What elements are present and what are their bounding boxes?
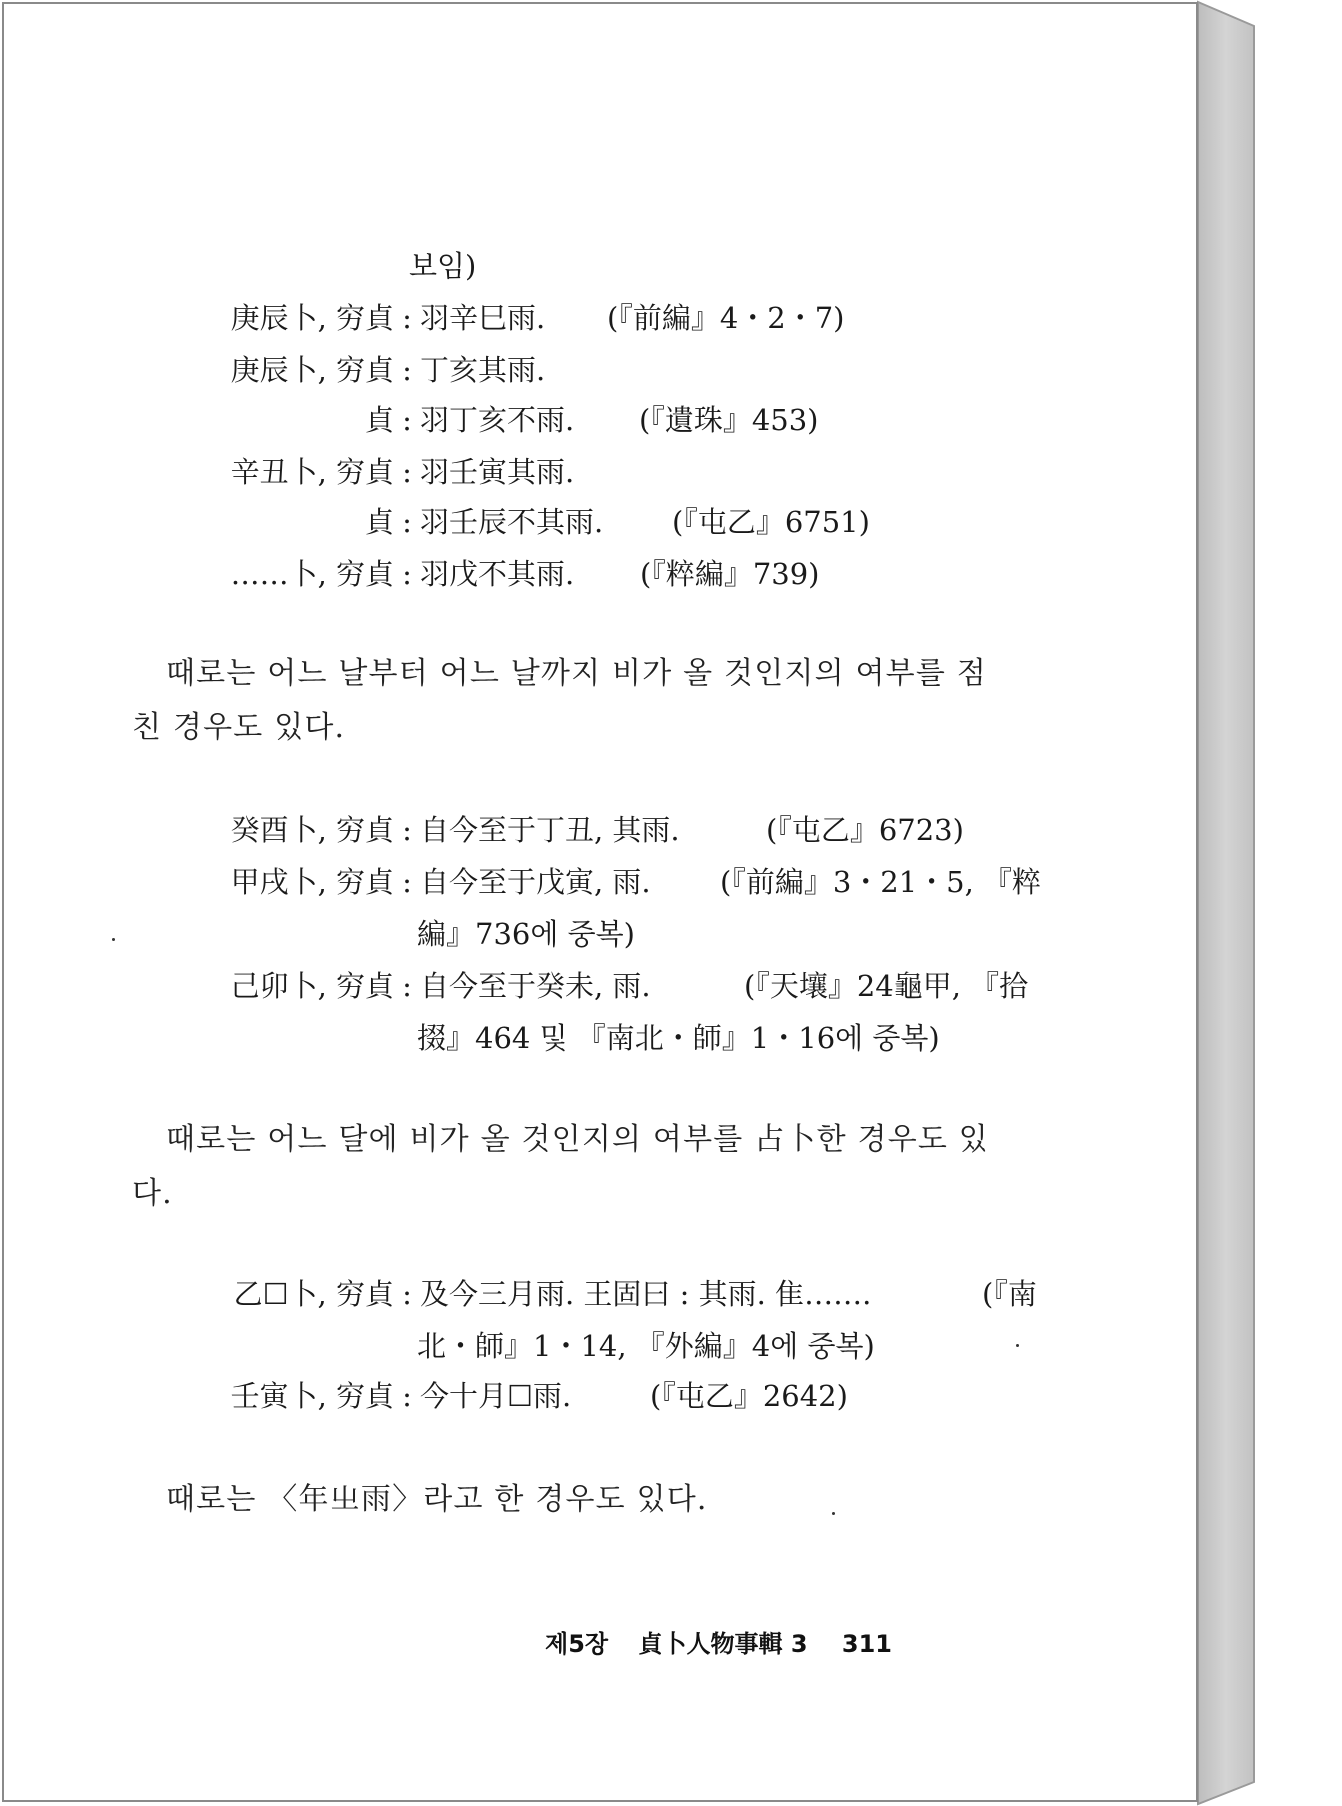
inscription-continuation: 編』736에 중복) <box>417 917 635 951</box>
diviner-label: 己卯卜, 穷貞 <box>230 969 394 1003</box>
colon: : <box>402 969 412 1003</box>
colon: : <box>402 455 412 489</box>
scan-speck <box>832 1512 835 1515</box>
document-page <box>2 2 1198 1802</box>
diviner-label: 甲戌卜, 穷貞 <box>230 865 394 899</box>
diviner-label: 壬寅卜, 穷貞 <box>230 1379 394 1413</box>
inscription-text: 自今至于戊寅, 雨. <box>420 865 651 899</box>
citation: (『屯乙』6751) <box>672 505 870 539</box>
colon: : <box>402 403 412 437</box>
diviner-label: 貞 <box>364 505 394 539</box>
citation: (『前編』3・21・5, 『粹 <box>720 865 1042 899</box>
scan-speck <box>1016 1344 1019 1347</box>
inscription-text: 自今至于丁丑, 其雨. <box>420 813 680 847</box>
inscription-row <box>74 864 651 900</box>
inscription-row <box>74 812 680 848</box>
inscription-text: 及今三月雨. 王固曰 : 其雨. 隹……. <box>420 1277 872 1311</box>
citation: (『遺珠』453) <box>639 403 819 437</box>
continuation-text: 보임) <box>409 249 477 283</box>
diviner-label: 庚辰卜, 穷貞 <box>230 353 394 387</box>
inscription-row <box>74 1276 871 1312</box>
colon: : <box>402 505 412 539</box>
paragraph-line: 친 경우도 있다. <box>132 710 346 745</box>
inscription-text: 自今至于癸未, 雨. <box>420 969 651 1003</box>
colon: : <box>402 301 412 335</box>
diviner-label: 庚辰卜, 穷貞 <box>230 301 394 335</box>
paragraph-line: 다. <box>132 1176 173 1211</box>
colon: : <box>402 865 412 899</box>
diviner-label: 辛丑卜, 穷貞 <box>230 455 394 489</box>
paragraph-line: 때로는 〈年㞢雨〉라고 한 경우도 있다. <box>166 1482 708 1517</box>
inscription-continuation: 北・師』1・14, 『外編』4에 중복) <box>417 1329 875 1363</box>
diviner-label: 癸酉卜, 穷貞 <box>230 813 394 847</box>
colon: : <box>402 1277 412 1311</box>
colon: : <box>402 1379 412 1413</box>
inscription-text: 羽辛巳雨. <box>420 301 546 335</box>
inscription-text: 羽壬寅其雨. <box>420 455 575 489</box>
citation: (『粹編』739) <box>640 557 820 591</box>
inscription-row <box>74 454 574 490</box>
colon: : <box>402 557 412 591</box>
citation: (『屯乙』6723) <box>766 813 964 847</box>
inscription-text: 今十月☐雨. <box>420 1379 572 1413</box>
inscription-row <box>74 504 603 540</box>
diviner-label: 乙☐卜, 穷貞 <box>233 1277 394 1311</box>
inscription-row <box>74 402 574 438</box>
diviner-label: ……卜, 穷貞 <box>230 557 394 591</box>
paragraph-line: 때로는 어느 날부터 어느 날까지 비가 올 것인지의 여부를 점 <box>166 656 987 691</box>
chapter-title: 貞卜人物事輯 3 <box>638 1630 808 1658</box>
inscription-continuation: 掇』464 및 『南北・師』1・16에 중복) <box>417 1021 940 1055</box>
citation: (『屯乙』2642) <box>650 1379 848 1413</box>
inscription-text: 羽壬辰不其雨. <box>420 505 604 539</box>
inscription-text: 羽戊不其雨. <box>420 557 575 591</box>
inscription-text: 丁亥其雨. <box>420 353 546 387</box>
inscription-row <box>74 968 651 1004</box>
colon: : <box>402 813 412 847</box>
paragraph-line: 때로는 어느 달에 비가 올 것인지의 여부를 占卜한 경우도 있 <box>166 1122 989 1157</box>
inscription-row <box>74 556 574 592</box>
diviner-label: 貞 <box>364 403 394 437</box>
inscription-row <box>74 300 545 336</box>
scan-speck <box>112 938 115 941</box>
page-footer <box>545 1624 892 1659</box>
citation: (『天壤』24龜甲, 『拾 <box>744 969 1029 1003</box>
page-number: 311 <box>841 1630 892 1658</box>
chapter-label: 제5장 <box>545 1630 609 1658</box>
citation: (『前編』4・2・7) <box>607 301 845 335</box>
inscription-row <box>74 352 545 388</box>
inscription-text: 羽丁亥不雨. <box>420 403 575 437</box>
citation: (『南 <box>982 1277 1037 1311</box>
colon: : <box>402 353 412 387</box>
inscription-row <box>74 1378 571 1414</box>
